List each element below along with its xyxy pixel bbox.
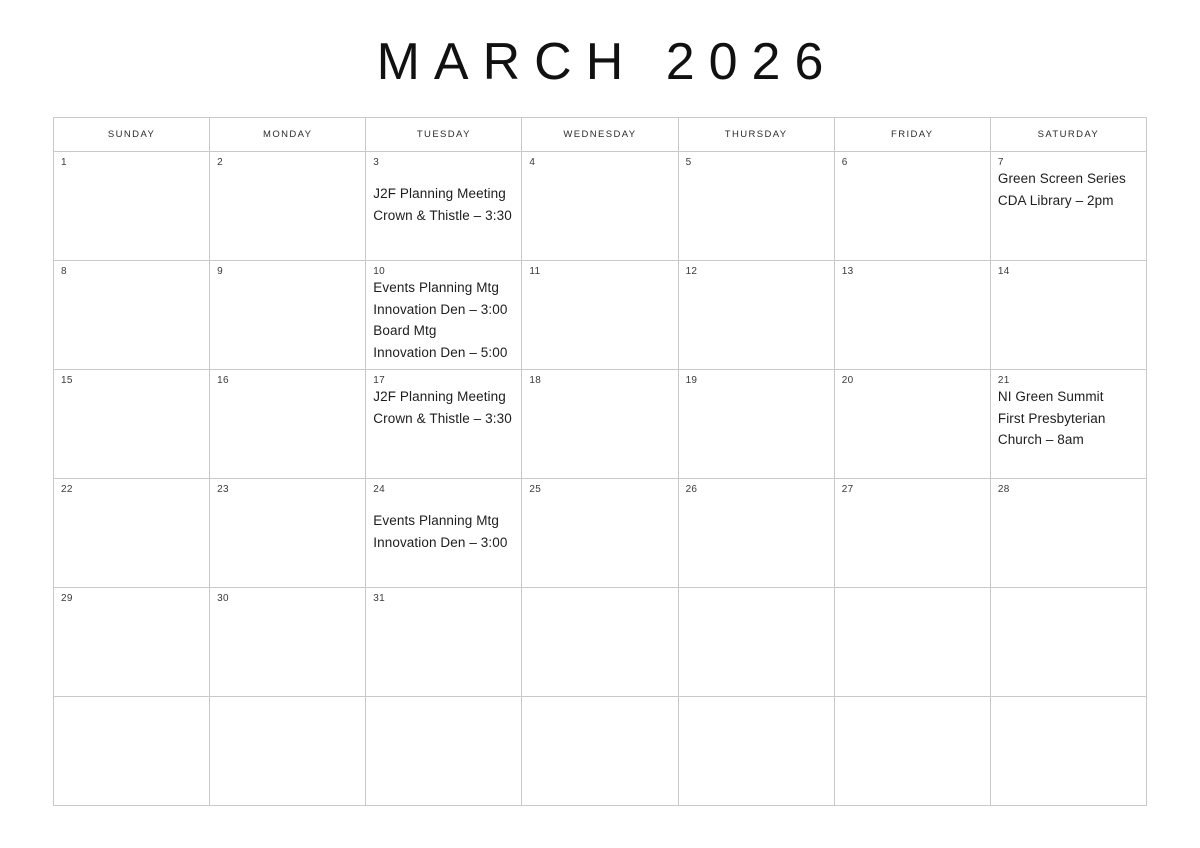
day-number: 10 (373, 266, 386, 277)
calendar-weeks (54, 152, 1147, 806)
day-cell-empty[interactable] (991, 588, 1147, 697)
day-number: 28 (997, 484, 1010, 495)
day-cell[interactable] (366, 370, 522, 479)
day-cell[interactable] (210, 370, 366, 479)
event-list (998, 168, 1139, 211)
event-list (373, 277, 514, 363)
day-cell-empty[interactable] (679, 588, 835, 697)
day-cell-empty[interactable] (835, 697, 991, 806)
day-number: 2 (217, 157, 224, 168)
day-cell-empty[interactable] (679, 697, 835, 806)
day-cell[interactable] (366, 588, 522, 697)
event-text[interactable]: Church – 8am (997, 432, 1084, 447)
day-number: 24 (373, 484, 386, 495)
day-cell[interactable] (54, 370, 210, 479)
day-cell[interactable] (991, 261, 1147, 370)
day-number: 23 (217, 484, 229, 495)
event-text[interactable]: Green Screen Series (997, 171, 1126, 186)
day-cell[interactable] (679, 370, 835, 479)
day-cell-empty[interactable] (991, 697, 1147, 806)
event-text[interactable]: Crown & Thistle – 3:30 (373, 410, 512, 426)
day-number: 15 (61, 375, 73, 386)
event-text[interactable]: Board Mtg (373, 323, 437, 338)
day-cell-empty[interactable] (835, 588, 991, 697)
day-number: 6 (841, 157, 848, 168)
day-number: 19 (685, 375, 698, 386)
event-text[interactable]: J2F Planning Meeting (373, 389, 506, 404)
event-text[interactable]: Events Planning Mtg (373, 513, 500, 528)
day-number: 18 (529, 375, 542, 386)
weekday-header-sunday: SUNDAY (54, 118, 210, 152)
day-cell-empty[interactable] (210, 697, 366, 806)
day-number: 9 (217, 266, 224, 277)
event-text[interactable]: Innovation Den – 5:00 (373, 344, 508, 360)
weekday-header-saturday: SATURDAY (991, 118, 1147, 152)
day-cell[interactable] (54, 479, 210, 588)
day-cell[interactable] (210, 588, 366, 697)
event-list (998, 386, 1139, 451)
day-number: 27 (841, 484, 854, 495)
event-list (373, 510, 514, 553)
day-cell[interactable] (522, 370, 678, 479)
day-cell[interactable] (835, 261, 991, 370)
event-text[interactable]: J2F Planning Meeting (373, 186, 506, 201)
day-number: 11 (529, 266, 541, 277)
day-cell[interactable] (991, 479, 1147, 588)
weekday-header-friday: FRIDAY (835, 118, 991, 152)
day-number: 16 (217, 375, 229, 386)
day-number: 13 (841, 266, 854, 277)
day-cell[interactable] (679, 152, 835, 261)
page-title: MARCH 2026 (376, 33, 838, 91)
weekday-header-tuesday: TUESDAY (366, 118, 522, 152)
day-cell[interactable] (679, 261, 835, 370)
day-cell[interactable] (366, 479, 522, 588)
weekday-header-thursday: THURSDAY (679, 118, 835, 152)
day-cell[interactable] (522, 152, 678, 261)
day-number: 22 (61, 484, 73, 495)
weekday-header-wednesday: WEDNESDAY (522, 118, 678, 152)
calendar-grid (53, 117, 1147, 806)
day-cell[interactable] (835, 152, 991, 261)
day-number: 1 (61, 157, 67, 168)
day-cell[interactable] (679, 479, 835, 588)
day-number: 12 (685, 266, 698, 277)
day-number: 26 (685, 484, 698, 495)
event-text[interactable]: Crown & Thistle – 3:30 (373, 207, 512, 223)
day-cell[interactable] (54, 152, 210, 261)
day-cell[interactable] (522, 261, 678, 370)
day-number: 31 (373, 593, 386, 604)
day-cell[interactable] (366, 261, 522, 370)
day-cell[interactable] (991, 370, 1147, 479)
day-number: 14 (997, 266, 1010, 277)
day-number: 7 (997, 157, 1004, 168)
day-number: 8 (61, 266, 67, 277)
day-cell-empty[interactable] (54, 697, 210, 806)
day-number: 4 (529, 157, 536, 168)
day-number: 5 (685, 157, 692, 168)
event-text[interactable]: NI Green Summit (997, 389, 1104, 404)
day-number: 25 (529, 484, 542, 495)
weekday-header-row (54, 118, 1147, 152)
day-number: 17 (373, 375, 386, 386)
day-cell[interactable] (54, 261, 210, 370)
day-number: 29 (61, 593, 73, 604)
day-cell[interactable] (54, 588, 210, 697)
day-number: 30 (217, 593, 229, 604)
day-number: 20 (841, 375, 854, 386)
day-cell[interactable] (835, 479, 991, 588)
day-cell[interactable] (210, 261, 366, 370)
event-list (373, 183, 514, 226)
event-text[interactable]: CDA Library – 2pm (997, 192, 1114, 208)
event-text[interactable]: First Presbyterian (997, 410, 1106, 426)
weekday-header-monday: MONDAY (210, 118, 366, 152)
day-cell-empty[interactable] (366, 697, 522, 806)
event-text[interactable]: Events Planning Mtg (373, 280, 500, 295)
day-number: 21 (997, 375, 1010, 386)
day-cell[interactable] (835, 370, 991, 479)
day-cell-empty[interactable] (522, 588, 678, 697)
day-cell[interactable] (991, 152, 1147, 261)
day-cell[interactable] (366, 152, 522, 261)
day-cell[interactable] (522, 479, 678, 588)
event-list (373, 386, 514, 429)
event-text[interactable]: Innovation Den – 3:00 (373, 534, 508, 550)
event-text[interactable]: Innovation Den – 3:00 (373, 301, 508, 317)
day-cell[interactable] (210, 152, 366, 261)
day-number: 3 (373, 157, 380, 168)
day-cell-empty[interactable] (522, 697, 678, 806)
day-cell[interactable] (210, 479, 366, 588)
